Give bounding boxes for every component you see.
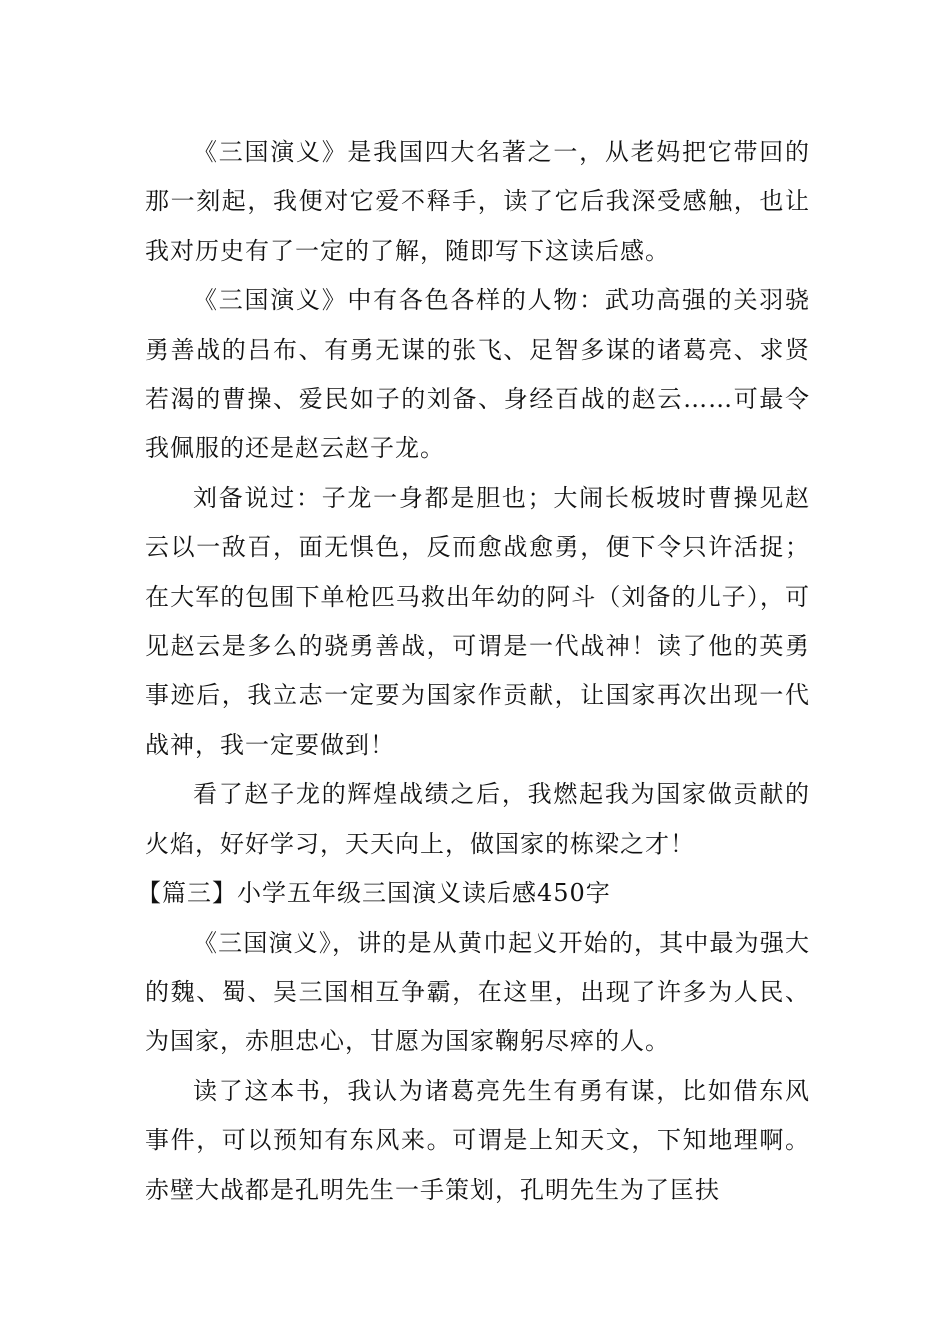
section-heading: 【篇三】小学五年级三国演义读后感450字 xyxy=(137,879,611,908)
paragraph-conclusion: 看了赵子龙的辉煌战绩之后，我燃起我为国家做贡献的火焰，好好学习，天天向上，做国家的栋梁之才！ xyxy=(145,780,810,858)
paragraph-section-intro: 《三国演义》，讲的是从黄巾起义开始的，其中最为强大的魏、蜀、吴三国相互争霸，在这里，出现了许多为人民、为国家，赤胆忠心，甘愿为国家鞠躬尽瘁的人。 xyxy=(145,928,810,1056)
paragraph-characters: 《三国演义》中有各色各样的人物：武功高强的关羽骁勇善战的吕布、有勇无谋的张飞、足智多谋的诸葛亮、求贤若渴的曹操、爱民如子的刘备、身经百战的赵云……可最令我佩服的还是赵云赵子龙。 xyxy=(145,286,810,463)
document-body xyxy=(137,128,810,1215)
paragraph-intro: 《三国演义》是我国四大名著之一，从老妈把它带回的那一刻起，我便对它爱不释手，读了它后我深受感触，也让我对历史有了一定的了解，随即写下这读后感。 xyxy=(145,138,810,265)
paragraph-zhao-yun: 刘备说过：子龙一身都是胆也；大闹长板坡时曹操见赵云以一敌百，面无惧色，反而愈战愈勇，便下令只许活捉；在大军的包围下单枪匹马救出年幼的阿斗（刘备的儿子），可见赵云是多么的骁勇善战，可谓是一代战神！读了他的英勇事迹后，我立志一定要为国家作贡献，让国家再次出现一代战神，我一定要做到！ xyxy=(145,483,810,759)
paragraph-zhuge-liang: 读了这本书，我认为诸葛亮先生有勇有谋，比如借东风事件，可以预知有东风来。可谓是上知天文，下知地理啊。赤壁大战都是孔明先生一手策划，孔明先生为了匡扶 xyxy=(145,1076,810,1204)
